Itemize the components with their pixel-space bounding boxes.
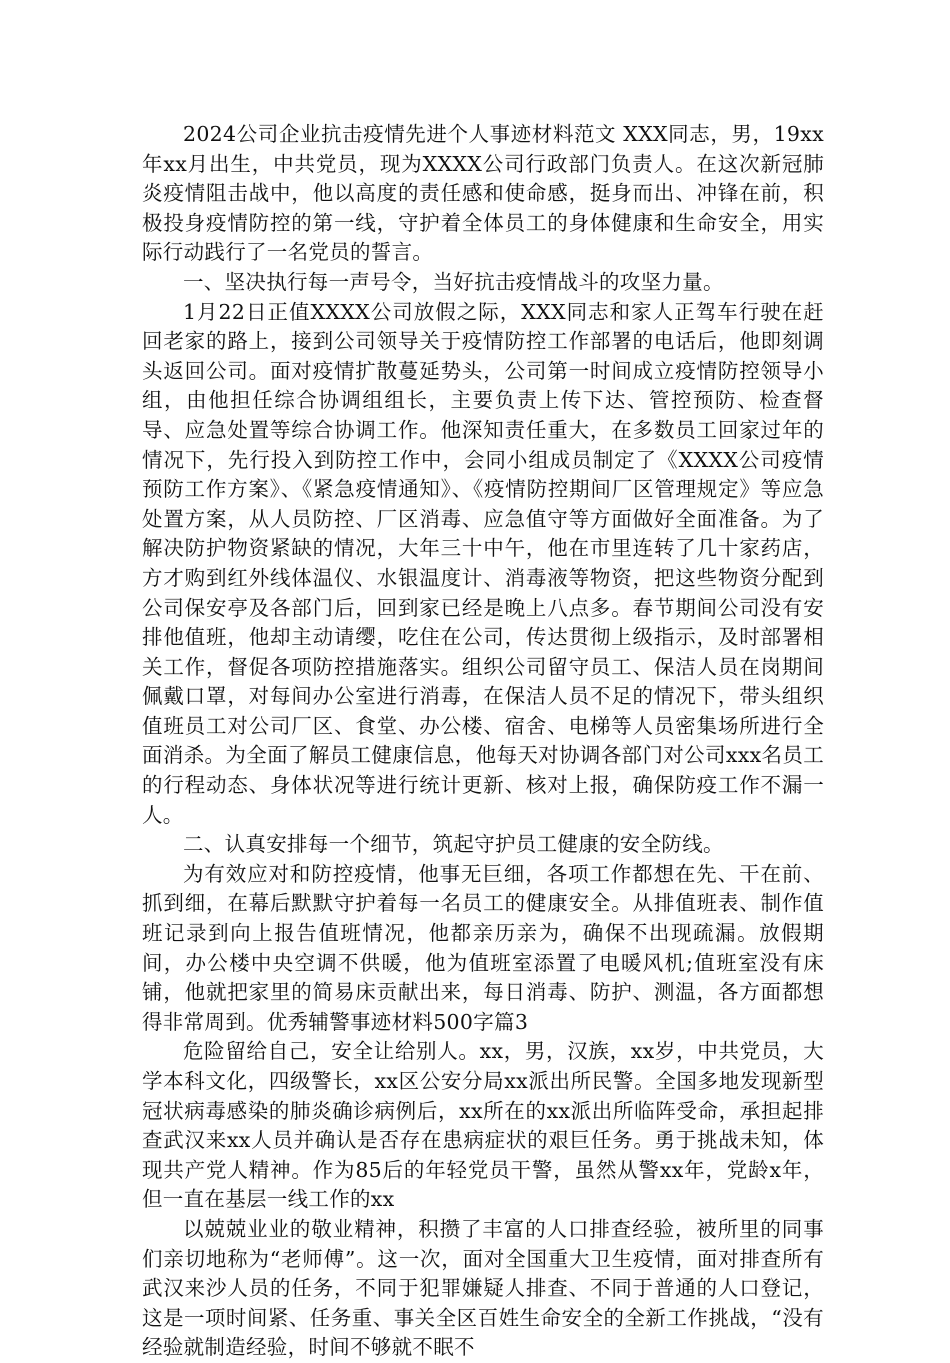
paragraph-section-2: 为有效应对和防控疫情，他事无巨细，各项工作都想在先、干在前、抓到细，在幕后默默守护着每一名员工的健康安全。从排值班表、制作值班记录到向上报告值班情况，他都亲历亲为，确保不出现疏漏。放假期间，办公楼中央空调不供暖，他为值班室添置了电暖风机;值班室没有床铺，他就把家里的简易床贡献出来，每日消毒、防护、测温，各方面都想得非常周到。优秀辅警事迹材料500字篇3 — [142, 861, 824, 1034]
section-heading-2: 二、认真安排每一个细节，筑起守护员工健康的安全防线。 — [183, 832, 724, 857]
paragraph-continuation: 以兢兢业业的敬业精神，积攒了丰富的人口排查经验，被所里的同事们亲切地称为“老师傅”。这一次，面对全国重大卫生疫情，面对排查所有武汉来沙人员的任务，不同于犯罪嫌疑人排查、不同于普通的人口登记，这是一项时间紧、任务重、事关全区百姓生命安全的全新工作挑战，“没有经验就制造经验，时间不够就不眠不 — [142, 1216, 824, 1360]
section-heading-1: 一、坚决执行每一声号令，当好抗击疫情战斗的攻坚力量。 — [183, 269, 724, 294]
paragraph-article-3: 危险留给自己，安全让给别人。xx，男，汉族，xx岁，中共党员，大学本科文化，四级警长，xx区公安分局xx派出所民警。全国多地发现新型冠状病毒感染的肺炎确诊病例后，xx所在的xx派出所临阵受命，承担起排查武汉来xx人员并确认是否存在患病症状的艰巨任务。勇于挑战未知，体现共产党人精神。作为85后的年轻党员干警，虽然从警xx年，党龄x年，但一直在基层一线工作的xx — [142, 1039, 824, 1212]
paragraph-intro: 2024公司企业抗击疫情先进个人事迹材料范文 XXX同志，男，19xx年xx月出生，中共党员，现为XXXX公司行政部门负责人。在这次新冠肺炎疫情阻击战中，他以高度的责任感和使命感，挺身而出、冲锋在前，积极投身疫情防控的第一线，守护着全体员工的身体健康和生命安全，用实际行动践行了一名党员的誓言。 — [142, 122, 824, 265]
document-body — [142, 120, 824, 1363]
paragraph-section-1: 1月22日正值XXXX公司放假之际，XXX同志和家人正驾车行驶在赶回老家的路上，接到公司领导关于疫情防控工作部署的电话后，他即刻调头返回公司。面对疫情扩散蔓延势头，公司第一时间成立疫情防控领导小组，由他担任综合协调组组长，主要负责上传下达、管控预防、检查督导、应急处置等综合协调工作。他深知责任重大，在多数员工回家过年的情况下，先行投入到防控工作中，会同小组成员制定了《XXXX公司疫情预防工作方案》、《紧急疫情通知》、《疫情防控期间厂区管理规定》等应急处置方案，从人员防控、厂区消毒、应急值守等方面做好全面准备。为了解决防护物资紧缺的情况，大年三十中午，他在市里连转了几十家药店，方才购到红外线体温仪、水银温度计、消毒液等物资，把这些物资分配到公司保安亭及各部门后，回到家已经是晚上八点多。春节期间公司没有安排他值班，他却主动请缨，吃住在公司，传达贯彻上级指示，及时部署相关工作，督促各项防控措施落实。组织公司留守员工、保洁人员在岗期间佩戴口罩，对每间办公室进行消毒，在保洁人员不足的情况下，带头组织值班员工对公司厂区、食堂、办公楼、宿舍、电梯等人员密集场所进行全面消杀。为全面了解员工健康信息，他每天对协调各部门对公司xxx名员工的行程动态、身体状况等进行统计更新、核对上报，确保防疫工作不漏一人。 — [142, 299, 824, 827]
